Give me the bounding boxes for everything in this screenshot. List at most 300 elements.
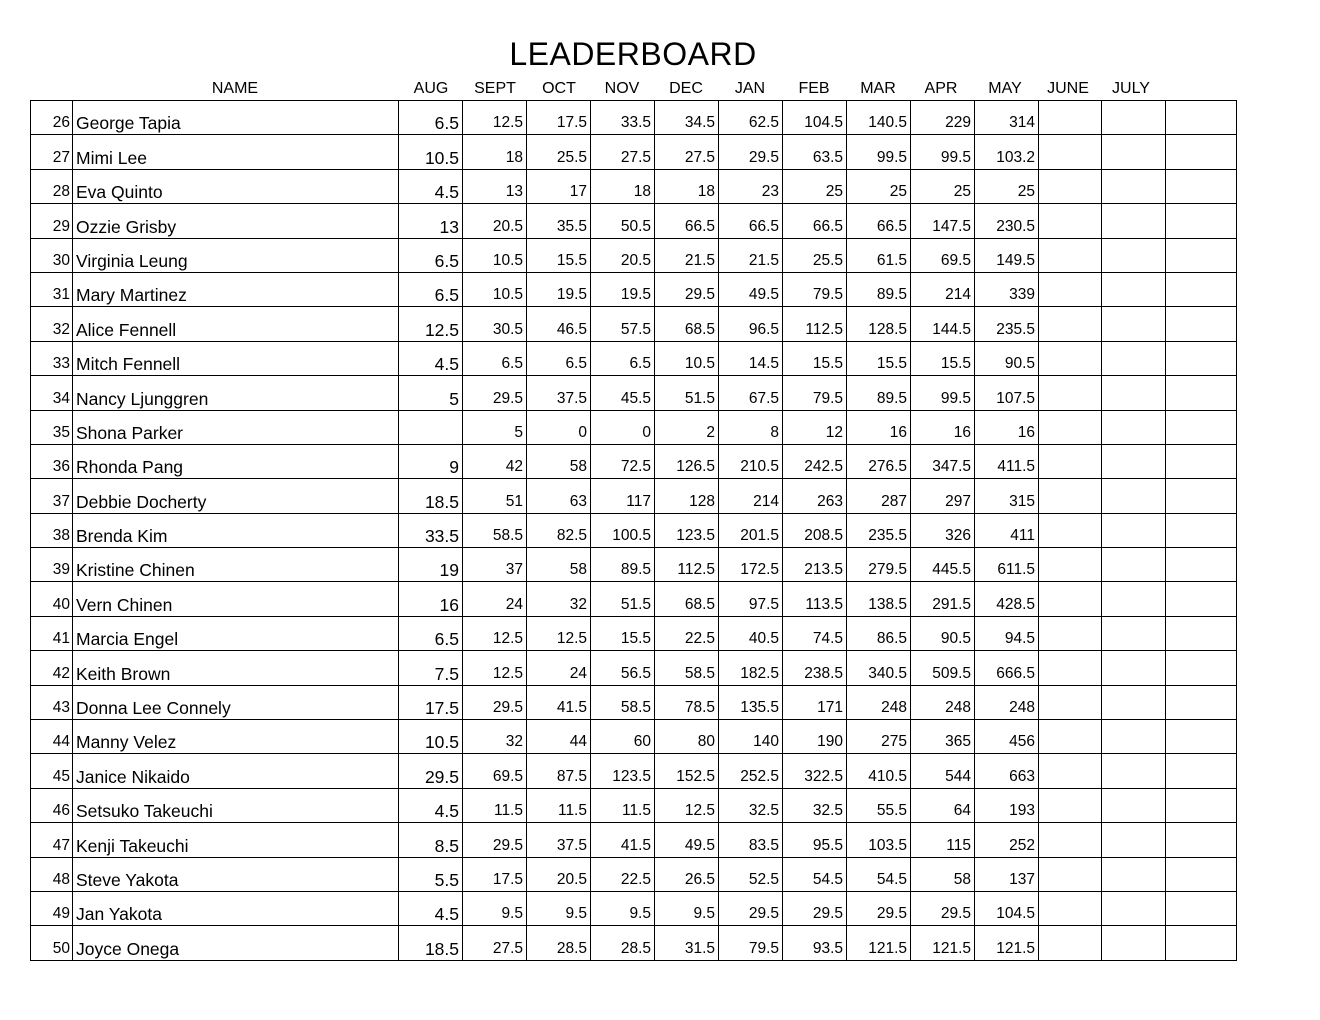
table-row (31, 513, 1237, 547)
rank-cell: 50 (31, 926, 73, 960)
value-cell-june (1039, 651, 1102, 685)
value-cell-feb: 263 (783, 479, 847, 513)
value-cell-nov: 89.5 (591, 548, 655, 582)
value-cell-oct: 41.5 (527, 685, 591, 719)
value-cell-june (1039, 479, 1102, 513)
value-cell-sept: 5 (463, 410, 527, 444)
value-cell-may: 411 (975, 513, 1039, 547)
value-cell-july (1102, 788, 1166, 822)
value-cell-apr: 99.5 (911, 135, 975, 169)
table-row (31, 823, 1237, 857)
value-cell-may: 428.5 (975, 582, 1039, 616)
value-cell-july (1102, 238, 1166, 272)
value-cell-sept: 6.5 (463, 341, 527, 375)
rank-cell: 27 (31, 135, 73, 169)
rank-cell: 44 (31, 720, 73, 754)
rank-cell: 34 (31, 376, 73, 410)
value-cell-oct: 82.5 (527, 513, 591, 547)
value-cell-july (1102, 135, 1166, 169)
value-cell-oct: 37.5 (527, 376, 591, 410)
table-row (31, 341, 1237, 375)
column-header-sept: SEPT (474, 80, 516, 97)
value-cell-july (1102, 204, 1166, 238)
value-cell-feb: 213.5 (783, 548, 847, 582)
value-cell-may: 456 (975, 720, 1039, 754)
value-cell-mar: 140.5 (847, 101, 911, 135)
rank-cell: 35 (31, 410, 73, 444)
rank-cell: 26 (31, 101, 73, 135)
value-cell-june (1039, 135, 1102, 169)
value-cell-sept: 30.5 (463, 307, 527, 341)
value-cell-may: 611.5 (975, 548, 1039, 582)
value-cell-mar: 89.5 (847, 272, 911, 306)
value-cell-feb: 208.5 (783, 513, 847, 547)
value-cell-dec: 9.5 (655, 891, 719, 925)
name-cell: Setsuko Takeuchi (73, 788, 399, 822)
value-cell-dec: 80 (655, 720, 719, 754)
name-cell: Kenji Takeuchi (73, 823, 399, 857)
value-cell-dec: 49.5 (655, 823, 719, 857)
value-cell-apr: 229 (911, 101, 975, 135)
value-cell-apr: 509.5 (911, 651, 975, 685)
value-cell-dec: 78.5 (655, 685, 719, 719)
value-cell-nov: 117 (591, 479, 655, 513)
value-cell-sept: 20.5 (463, 204, 527, 238)
value-cell-feb: 12 (783, 410, 847, 444)
name-cell: Mary Martinez (73, 272, 399, 306)
value-cell-oct: 17.5 (527, 101, 591, 135)
name-cell: Donna Lee Connely (73, 685, 399, 719)
value-cell-feb: 322.5 (783, 754, 847, 788)
value-cell-feb: 79.5 (783, 272, 847, 306)
table-row (31, 135, 1237, 169)
rank-cell: 40 (31, 582, 73, 616)
value-cell-feb: 32.5 (783, 788, 847, 822)
rank-cell: 46 (31, 788, 73, 822)
value-cell-nov: 22.5 (591, 857, 655, 891)
table-row (31, 307, 1237, 341)
empty-cell (1166, 101, 1237, 135)
column-header-nov: NOV (604, 80, 640, 97)
value-cell-nov: 51.5 (591, 582, 655, 616)
value-cell-nov: 27.5 (591, 135, 655, 169)
name-cell: Ozzie Grisby (73, 204, 399, 238)
rank-cell: 32 (31, 307, 73, 341)
value-cell-oct: 24 (527, 651, 591, 685)
value-cell-apr: 297 (911, 479, 975, 513)
empty-cell (1166, 238, 1237, 272)
value-cell-sept: 18 (463, 135, 527, 169)
value-cell-aug: 4.5 (399, 341, 463, 375)
empty-cell (1166, 754, 1237, 788)
value-cell-dec: 10.5 (655, 341, 719, 375)
value-cell-feb: 15.5 (783, 341, 847, 375)
value-cell-feb: 63.5 (783, 135, 847, 169)
column-header-jan: JAN (734, 80, 766, 97)
value-cell-aug: 4.5 (399, 169, 463, 203)
empty-cell (1166, 341, 1237, 375)
value-cell-jan: 214 (719, 479, 783, 513)
value-cell-mar: 66.5 (847, 204, 911, 238)
value-cell-dec: 58.5 (655, 651, 719, 685)
value-cell-july (1102, 582, 1166, 616)
value-cell-nov: 60 (591, 720, 655, 754)
value-cell-apr: 544 (911, 754, 975, 788)
value-cell-jan: 40.5 (719, 616, 783, 650)
name-cell: Virginia Leung (73, 238, 399, 272)
column-header-oct: OCT (542, 80, 576, 97)
leaderboard-table (30, 100, 1237, 961)
value-cell-sept: 51 (463, 479, 527, 513)
value-cell-aug: 5.5 (399, 857, 463, 891)
rank-cell: 29 (31, 204, 73, 238)
value-cell-dec: 112.5 (655, 548, 719, 582)
value-cell-oct: 6.5 (527, 341, 591, 375)
empty-cell (1166, 720, 1237, 754)
name-cell: Jan Yakota (73, 891, 399, 925)
page-title: LEADERBOARD (509, 36, 757, 72)
value-cell-nov: 33.5 (591, 101, 655, 135)
rank-cell: 36 (31, 444, 73, 478)
value-cell-jan: 52.5 (719, 857, 783, 891)
value-cell-nov: 56.5 (591, 651, 655, 685)
name-cell: Mitch Fennell (73, 341, 399, 375)
rank-cell: 30 (31, 238, 73, 272)
value-cell-nov: 58.5 (591, 685, 655, 719)
value-cell-apr: 25 (911, 169, 975, 203)
value-cell-july (1102, 651, 1166, 685)
column-header-feb: FEB (798, 80, 830, 97)
value-cell-apr: 121.5 (911, 926, 975, 960)
value-cell-sept: 12.5 (463, 616, 527, 650)
name-cell: Vern Chinen (73, 582, 399, 616)
value-cell-mar: 54.5 (847, 857, 911, 891)
name-cell: Brenda Kim (73, 513, 399, 547)
value-cell-nov: 9.5 (591, 891, 655, 925)
value-cell-jan: 79.5 (719, 926, 783, 960)
value-cell-dec: 51.5 (655, 376, 719, 410)
value-cell-june (1039, 341, 1102, 375)
value-cell-sept: 29.5 (463, 823, 527, 857)
value-cell-feb: 54.5 (783, 857, 847, 891)
empty-cell (1166, 376, 1237, 410)
value-cell-jan: 140 (719, 720, 783, 754)
value-cell-aug: 10.5 (399, 720, 463, 754)
value-cell-july (1102, 548, 1166, 582)
value-cell-oct: 32 (527, 582, 591, 616)
value-cell-may: 315 (975, 479, 1039, 513)
rank-cell: 43 (31, 685, 73, 719)
name-cell: Nancy Ljunggren (73, 376, 399, 410)
rank-cell: 45 (31, 754, 73, 788)
value-cell-july (1102, 720, 1166, 754)
value-cell-nov: 15.5 (591, 616, 655, 650)
value-cell-feb: 113.5 (783, 582, 847, 616)
value-cell-dec: 34.5 (655, 101, 719, 135)
value-cell-jan: 49.5 (719, 272, 783, 306)
value-cell-june (1039, 788, 1102, 822)
value-cell-apr: 64 (911, 788, 975, 822)
column-header-july: JULY (1112, 80, 1150, 97)
value-cell-aug: 33.5 (399, 513, 463, 547)
value-cell-jan: 210.5 (719, 444, 783, 478)
value-cell-may: 103.2 (975, 135, 1039, 169)
name-cell: Mimi Lee (73, 135, 399, 169)
value-cell-nov: 28.5 (591, 926, 655, 960)
value-cell-mar: 89.5 (847, 376, 911, 410)
name-cell: Alice Fennell (73, 307, 399, 341)
rank-cell: 31 (31, 272, 73, 306)
column-header-row (30, 78, 1236, 100)
value-cell-feb: 238.5 (783, 651, 847, 685)
value-cell-apr: 291.5 (911, 582, 975, 616)
value-cell-aug: 12.5 (399, 307, 463, 341)
value-cell-oct: 28.5 (527, 926, 591, 960)
value-cell-nov: 11.5 (591, 788, 655, 822)
value-cell-sept: 11.5 (463, 788, 527, 822)
value-cell-july (1102, 513, 1166, 547)
value-cell-jan: 29.5 (719, 135, 783, 169)
value-cell-dec: 123.5 (655, 513, 719, 547)
value-cell-oct: 25.5 (527, 135, 591, 169)
value-cell-aug: 4.5 (399, 788, 463, 822)
value-cell-jan: 14.5 (719, 341, 783, 375)
table-row (31, 272, 1237, 306)
table-row (31, 582, 1237, 616)
value-cell-dec: 12.5 (655, 788, 719, 822)
value-cell-sept: 29.5 (463, 685, 527, 719)
table-row (31, 101, 1237, 135)
value-cell-aug: 6.5 (399, 616, 463, 650)
value-cell-feb: 104.5 (783, 101, 847, 135)
rank-cell: 33 (31, 341, 73, 375)
value-cell-july (1102, 857, 1166, 891)
table-row (31, 685, 1237, 719)
value-cell-feb: 171 (783, 685, 847, 719)
value-cell-apr: 144.5 (911, 307, 975, 341)
value-cell-oct: 58 (527, 548, 591, 582)
value-cell-may: 193 (975, 788, 1039, 822)
table-row (31, 651, 1237, 685)
value-cell-jan: 96.5 (719, 307, 783, 341)
value-cell-june (1039, 926, 1102, 960)
value-cell-june (1039, 376, 1102, 410)
table-row (31, 788, 1237, 822)
value-cell-jan: 182.5 (719, 651, 783, 685)
value-cell-june (1039, 685, 1102, 719)
name-cell: Shona Parker (73, 410, 399, 444)
value-cell-mar: 138.5 (847, 582, 911, 616)
value-cell-jan: 8 (719, 410, 783, 444)
value-cell-sept: 10.5 (463, 238, 527, 272)
value-cell-apr: 347.5 (911, 444, 975, 478)
value-cell-may: 94.5 (975, 616, 1039, 650)
value-cell-oct: 46.5 (527, 307, 591, 341)
table-row (31, 410, 1237, 444)
value-cell-june (1039, 410, 1102, 444)
value-cell-july (1102, 926, 1166, 960)
value-cell-jan: 201.5 (719, 513, 783, 547)
value-cell-july (1102, 101, 1166, 135)
empty-cell (1166, 169, 1237, 203)
value-cell-mar: 15.5 (847, 341, 911, 375)
value-cell-jan: 83.5 (719, 823, 783, 857)
empty-cell (1166, 788, 1237, 822)
value-cell-sept: 27.5 (463, 926, 527, 960)
value-cell-dec: 26.5 (655, 857, 719, 891)
value-cell-oct: 19.5 (527, 272, 591, 306)
value-cell-july (1102, 479, 1166, 513)
name-cell: Manny Velez (73, 720, 399, 754)
rank-cell: 42 (31, 651, 73, 685)
empty-cell (1166, 513, 1237, 547)
value-cell-dec: 22.5 (655, 616, 719, 650)
name-cell: Kristine Chinen (73, 548, 399, 582)
value-cell-feb: 79.5 (783, 376, 847, 410)
column-header-may: MAY (988, 80, 1022, 97)
table-row (31, 616, 1237, 650)
value-cell-oct: 37.5 (527, 823, 591, 857)
value-cell-sept: 13 (463, 169, 527, 203)
value-cell-jan: 135.5 (719, 685, 783, 719)
value-cell-jan: 32.5 (719, 788, 783, 822)
value-cell-sept: 69.5 (463, 754, 527, 788)
value-cell-sept: 12.5 (463, 651, 527, 685)
value-cell-oct: 12.5 (527, 616, 591, 650)
value-cell-apr: 99.5 (911, 376, 975, 410)
value-cell-aug: 6.5 (399, 238, 463, 272)
value-cell-july (1102, 169, 1166, 203)
value-cell-may: 137 (975, 857, 1039, 891)
value-cell-apr: 365 (911, 720, 975, 754)
value-cell-aug: 6.5 (399, 272, 463, 306)
value-cell-jan: 29.5 (719, 891, 783, 925)
value-cell-aug: 8.5 (399, 823, 463, 857)
value-cell-july (1102, 616, 1166, 650)
value-cell-may: 663 (975, 754, 1039, 788)
value-cell-dec: 21.5 (655, 238, 719, 272)
value-cell-jan: 172.5 (719, 548, 783, 582)
value-cell-oct: 20.5 (527, 857, 591, 891)
value-cell-oct: 63 (527, 479, 591, 513)
value-cell-july (1102, 307, 1166, 341)
column-header-june: JUNE (1047, 80, 1089, 97)
value-cell-may: 248 (975, 685, 1039, 719)
empty-cell (1166, 685, 1237, 719)
table-row (31, 754, 1237, 788)
value-cell-july (1102, 891, 1166, 925)
value-cell-jan: 67.5 (719, 376, 783, 410)
value-cell-dec: 68.5 (655, 582, 719, 616)
name-cell: Janice Nikaido (73, 754, 399, 788)
name-cell: Debbie Docherty (73, 479, 399, 513)
value-cell-oct: 87.5 (527, 754, 591, 788)
rank-cell: 41 (31, 616, 73, 650)
value-cell-aug: 6.5 (399, 101, 463, 135)
value-cell-aug: 17.5 (399, 685, 463, 719)
value-cell-july (1102, 341, 1166, 375)
value-cell-apr: 115 (911, 823, 975, 857)
value-cell-apr: 326 (911, 513, 975, 547)
value-cell-june (1039, 891, 1102, 925)
value-cell-jan: 62.5 (719, 101, 783, 135)
value-cell-nov: 72.5 (591, 444, 655, 478)
value-cell-may: 314 (975, 101, 1039, 135)
value-cell-dec: 66.5 (655, 204, 719, 238)
value-cell-apr: 29.5 (911, 891, 975, 925)
value-cell-mar: 121.5 (847, 926, 911, 960)
value-cell-oct: 11.5 (527, 788, 591, 822)
value-cell-june (1039, 307, 1102, 341)
rank-cell: 48 (31, 857, 73, 891)
value-cell-apr: 147.5 (911, 204, 975, 238)
column-header-apr: APR (924, 80, 958, 97)
value-cell-may: 666.5 (975, 651, 1039, 685)
value-cell-nov: 100.5 (591, 513, 655, 547)
value-cell-june (1039, 101, 1102, 135)
value-cell-sept: 24 (463, 582, 527, 616)
value-cell-jan: 21.5 (719, 238, 783, 272)
value-cell-june (1039, 857, 1102, 891)
value-cell-apr: 214 (911, 272, 975, 306)
name-cell: Steve Yakota (73, 857, 399, 891)
value-cell-apr: 248 (911, 685, 975, 719)
value-cell-oct: 9.5 (527, 891, 591, 925)
empty-cell (1166, 651, 1237, 685)
value-cell-nov: 19.5 (591, 272, 655, 306)
value-cell-feb: 95.5 (783, 823, 847, 857)
name-cell: Keith Brown (73, 651, 399, 685)
value-cell-mar: 29.5 (847, 891, 911, 925)
empty-cell (1166, 857, 1237, 891)
value-cell-apr: 90.5 (911, 616, 975, 650)
value-cell-may: 339 (975, 272, 1039, 306)
value-cell-dec: 126.5 (655, 444, 719, 478)
value-cell-jan: 23 (719, 169, 783, 203)
value-cell-oct: 15.5 (527, 238, 591, 272)
value-cell-may: 252 (975, 823, 1039, 857)
rank-cell: 47 (31, 823, 73, 857)
value-cell-mar: 279.5 (847, 548, 911, 582)
value-cell-feb: 25 (783, 169, 847, 203)
value-cell-aug: 4.5 (399, 891, 463, 925)
empty-cell (1166, 616, 1237, 650)
rank-cell: 37 (31, 479, 73, 513)
value-cell-aug: 18.5 (399, 926, 463, 960)
value-cell-june (1039, 169, 1102, 203)
value-cell-oct: 17 (527, 169, 591, 203)
value-cell-mar: 410.5 (847, 754, 911, 788)
value-cell-aug: 19 (399, 548, 463, 582)
value-cell-july (1102, 444, 1166, 478)
value-cell-may: 104.5 (975, 891, 1039, 925)
value-cell-june (1039, 548, 1102, 582)
table-row (31, 857, 1237, 891)
value-cell-aug: 5 (399, 376, 463, 410)
value-cell-apr: 16 (911, 410, 975, 444)
empty-cell (1166, 272, 1237, 306)
value-cell-dec: 27.5 (655, 135, 719, 169)
table-row (31, 548, 1237, 582)
value-cell-apr: 15.5 (911, 341, 975, 375)
table-row (31, 444, 1237, 478)
value-cell-mar: 103.5 (847, 823, 911, 857)
value-cell-june (1039, 754, 1102, 788)
value-cell-mar: 99.5 (847, 135, 911, 169)
rank-cell: 49 (31, 891, 73, 925)
value-cell-sept: 42 (463, 444, 527, 478)
value-cell-nov: 6.5 (591, 341, 655, 375)
